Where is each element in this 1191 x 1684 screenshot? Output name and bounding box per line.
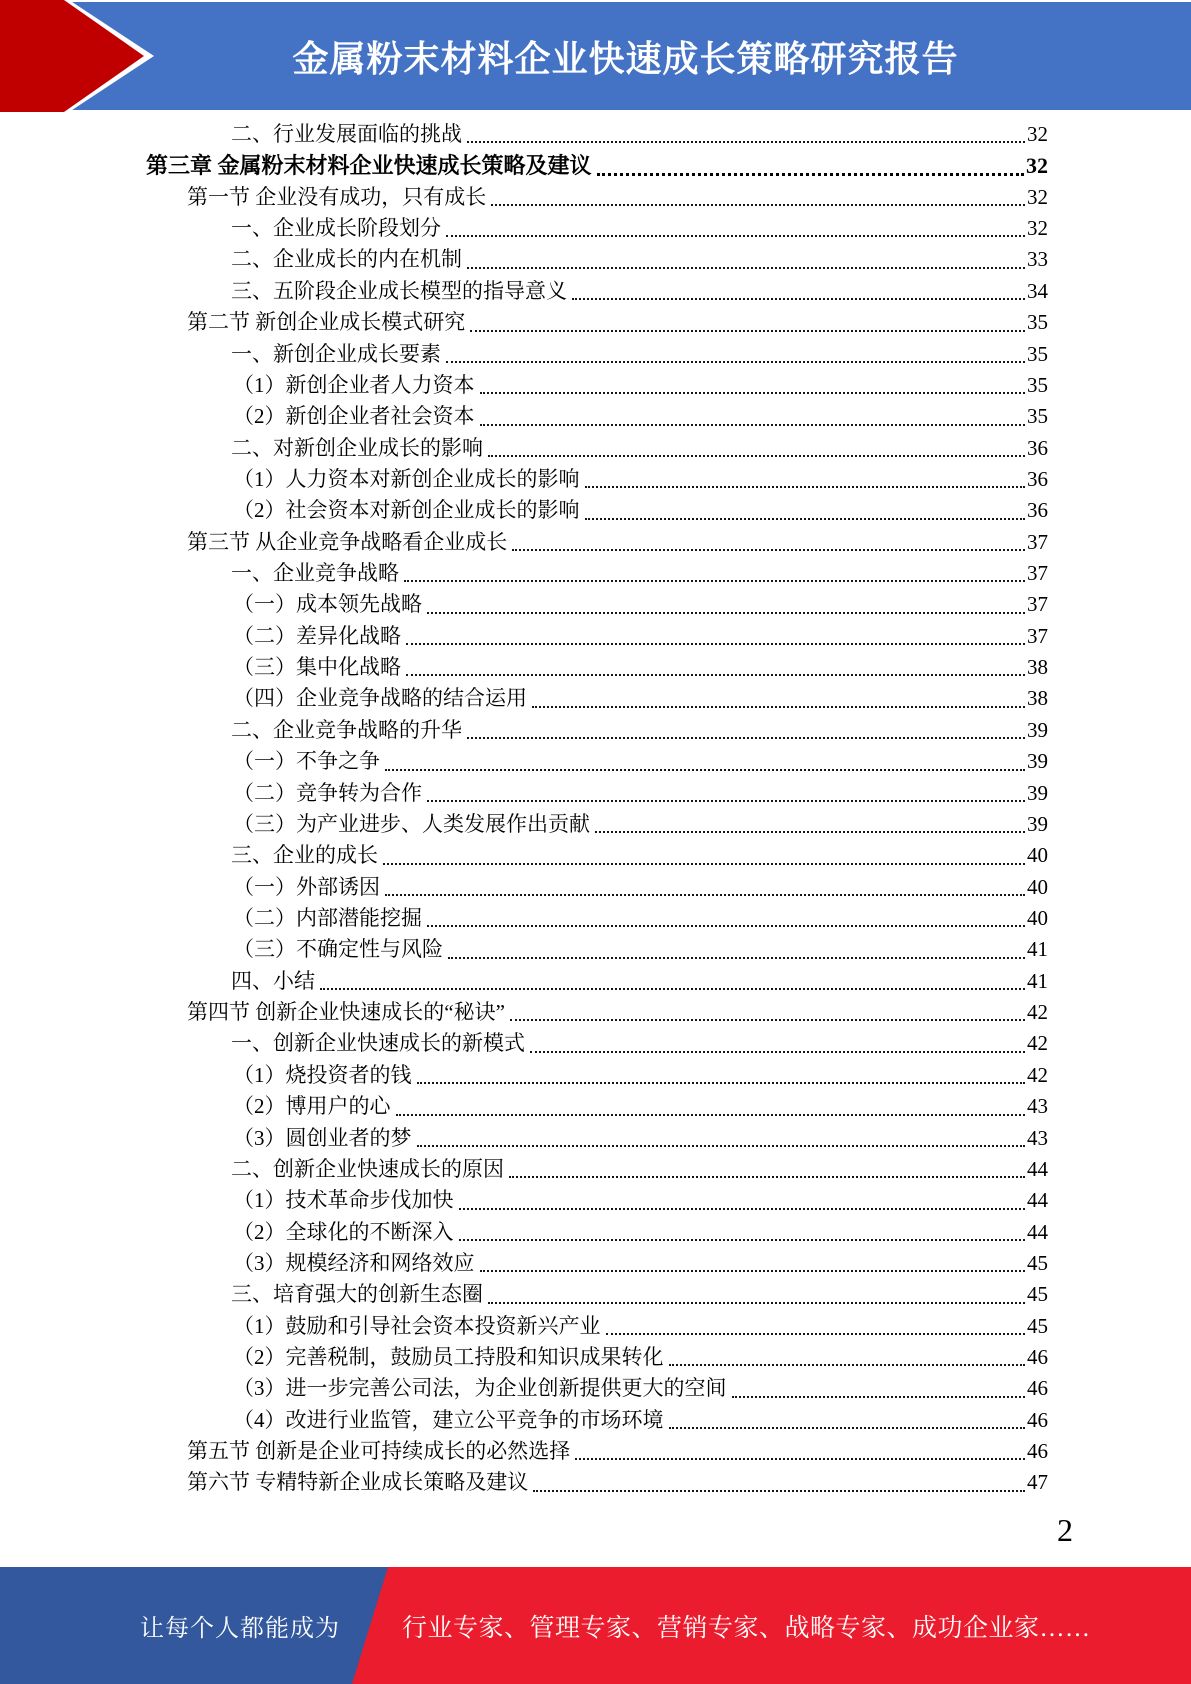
toc-entry[interactable] bbox=[146, 1060, 1048, 1091]
toc-entry-title: 二、企业竞争战略的升华 bbox=[231, 717, 462, 742]
toc-entry-title: 第四节 创新企业快速成长的“秘诀” bbox=[187, 1000, 505, 1025]
toc-entry[interactable] bbox=[146, 778, 1048, 809]
toc-entry[interactable] bbox=[146, 495, 1048, 526]
toc-dot-leader bbox=[467, 737, 1025, 739]
toc-dot-leader bbox=[417, 1082, 1026, 1084]
toc-entry-page-number: 40 bbox=[1027, 905, 1048, 930]
toc-entry[interactable] bbox=[146, 307, 1048, 338]
toc-entry-title: （1）新创企业者人力资本 bbox=[233, 372, 475, 397]
toc-entry-title: 二、企业成长的内在机制 bbox=[231, 247, 462, 272]
toc-entry-title: （2）社会资本对新创企业成长的影响 bbox=[233, 498, 580, 523]
toc-dot-leader bbox=[491, 204, 1025, 206]
toc-entry-page-number: 40 bbox=[1027, 843, 1048, 868]
toc-entry-title: 第三节 从企业竞争战略看企业成长 bbox=[187, 529, 508, 554]
toc-entry-title: （3）进一步完善公司法，为企业创新提供更大的空间 bbox=[233, 1376, 727, 1401]
toc-dot-leader bbox=[320, 988, 1025, 990]
toc-entry[interactable] bbox=[146, 1217, 1048, 1248]
toc-entry-page-number: 44 bbox=[1027, 1219, 1048, 1244]
toc-dot-leader bbox=[595, 831, 1025, 833]
footer-slogan-left: 让每个人都能成为 bbox=[140, 1616, 340, 1642]
toc-entry-page-number: 35 bbox=[1027, 372, 1048, 397]
toc-entry-title: （1）鼓励和引导社会资本投资新兴产业 bbox=[233, 1313, 601, 1338]
toc-entry-page-number: 38 bbox=[1027, 655, 1048, 680]
toc-entry-page-number: 39 bbox=[1027, 749, 1048, 774]
footer-banner bbox=[0, 1567, 1191, 1684]
toc-entry-page-number: 43 bbox=[1027, 1125, 1048, 1150]
toc-dot-leader bbox=[585, 518, 1026, 520]
toc-entry[interactable] bbox=[146, 1185, 1048, 1216]
toc-dot-leader bbox=[427, 800, 1025, 802]
toc-entry-title: 三、企业的成长 bbox=[231, 843, 378, 868]
toc-entry-page-number: 41 bbox=[1027, 968, 1048, 993]
toc-dot-leader bbox=[512, 549, 1025, 551]
toc-dot-leader bbox=[383, 863, 1025, 865]
toc-entry-title: 第二节 新创企业成长模式研究 bbox=[187, 310, 466, 335]
toc-entry-page-number: 36 bbox=[1027, 466, 1048, 491]
toc-entry-page-number: 42 bbox=[1027, 1000, 1048, 1025]
toc-entry-page-number: 36 bbox=[1027, 435, 1048, 460]
toc-entry-page-number: 39 bbox=[1027, 717, 1048, 742]
toc-dot-leader bbox=[404, 580, 1025, 582]
toc-dot-leader bbox=[480, 1270, 1026, 1272]
toc-entry[interactable] bbox=[146, 527, 1048, 558]
toc-entry-page-number: 36 bbox=[1027, 498, 1048, 523]
toc-entry-page-number: 38 bbox=[1027, 686, 1048, 711]
toc-dot-leader bbox=[385, 769, 1025, 771]
toc-dot-leader bbox=[575, 1458, 1025, 1460]
toc-entry-page-number: 45 bbox=[1027, 1313, 1048, 1338]
toc-entry-page-number: 37 bbox=[1027, 592, 1048, 617]
toc-entry-title: 四、小结 bbox=[231, 968, 315, 993]
toc-entry[interactable] bbox=[146, 903, 1048, 934]
toc-entry[interactable] bbox=[146, 934, 1048, 965]
toc-entry[interactable] bbox=[146, 213, 1048, 244]
toc-entry[interactable] bbox=[146, 433, 1048, 464]
toc-entry-title: （一）不争之争 bbox=[233, 749, 380, 774]
toc-dot-leader bbox=[417, 1145, 1026, 1147]
toc-entry-page-number: 46 bbox=[1027, 1376, 1048, 1401]
toc-dot-leader bbox=[530, 1051, 1025, 1053]
toc-entry[interactable] bbox=[146, 339, 1048, 370]
toc-dot-leader bbox=[470, 330, 1025, 332]
toc-entry-title: 二、行业发展面临的挑战 bbox=[231, 122, 462, 146]
toc-entry[interactable] bbox=[146, 652, 1048, 683]
toc-entry-page-number: 37 bbox=[1027, 561, 1048, 586]
toc-entry-page-number: 34 bbox=[1027, 278, 1048, 303]
toc-dot-leader bbox=[510, 1019, 1025, 1021]
footer-slogan-right: 行业专家、管理专家、营销专家、战略专家、成功企业家…… bbox=[402, 1614, 1091, 1642]
toc-entry-title: 第五节 创新是企业可持续成长的必然选择 bbox=[187, 1439, 571, 1464]
toc-entry[interactable] bbox=[146, 1373, 1048, 1404]
toc-dot-leader bbox=[669, 1364, 1026, 1366]
toc-dot-leader bbox=[533, 1490, 1025, 1492]
toc-entry-page-number: 32 bbox=[1027, 216, 1048, 241]
toc-entry-title: 第一节 企业没有成功，只有成长 bbox=[187, 184, 487, 209]
toc-entry-page-number: 33 bbox=[1027, 247, 1048, 272]
toc-entry[interactable] bbox=[146, 150, 1048, 181]
toc-dot-leader bbox=[572, 298, 1025, 300]
toc-dot-leader bbox=[480, 424, 1026, 426]
toc-entry[interactable] bbox=[146, 244, 1048, 275]
report-title: 金属粉末材料企业快速成长策略研究报告 bbox=[292, 37, 959, 79]
toc-entry-title: （1）技术革命步伐加快 bbox=[233, 1188, 454, 1213]
toc-entry[interactable] bbox=[146, 1436, 1048, 1467]
toc-entry-title: （3）规模经济和网络效应 bbox=[233, 1250, 475, 1275]
toc-entry-page-number: 35 bbox=[1027, 341, 1048, 366]
toc-entry-page-number: 42 bbox=[1027, 1031, 1048, 1056]
toc-entry-page-number: 35 bbox=[1027, 404, 1048, 429]
toc-dot-leader bbox=[732, 1396, 1026, 1398]
toc-entry-title: （二）内部潜能挖掘 bbox=[233, 905, 422, 930]
toc-entry-page-number: 42 bbox=[1027, 1062, 1048, 1087]
toc-entry-title: 三、五阶段企业成长模型的指导意义 bbox=[231, 278, 567, 303]
toc-entry[interactable] bbox=[146, 182, 1048, 213]
toc-entry[interactable] bbox=[146, 119, 1048, 150]
toc-entry[interactable] bbox=[146, 276, 1048, 307]
toc-entry[interactable] bbox=[146, 1311, 1048, 1342]
toc-entry-page-number: 32 bbox=[1027, 184, 1048, 209]
toc-entry-title: （4）改进行业监管，建立公平竞争的市场环境 bbox=[233, 1407, 664, 1432]
toc-entry-page-number: 46 bbox=[1027, 1407, 1048, 1432]
toc-entry[interactable] bbox=[146, 966, 1048, 997]
toc-entry-title: （1）人力资本对新创企业成长的影响 bbox=[233, 466, 580, 491]
toc-entry-title: （2）博用户的心 bbox=[233, 1094, 391, 1119]
toc-dot-leader bbox=[467, 267, 1025, 269]
toc-entry[interactable] bbox=[146, 558, 1048, 589]
toc-dot-leader bbox=[459, 1208, 1026, 1210]
toc-entry[interactable] bbox=[146, 683, 1048, 714]
toc-dot-leader bbox=[467, 141, 1025, 143]
toc-entry-page-number: 46 bbox=[1027, 1345, 1048, 1370]
toc-entry[interactable] bbox=[146, 1091, 1048, 1122]
toc-dot-leader bbox=[385, 894, 1025, 896]
toc-entry-page-number: 39 bbox=[1027, 780, 1048, 805]
toc-entry-page-number: 44 bbox=[1027, 1188, 1048, 1213]
toc-dot-leader bbox=[406, 674, 1025, 676]
toc-dot-leader bbox=[509, 1176, 1025, 1178]
toc-entry[interactable] bbox=[146, 1123, 1048, 1154]
toc-entry-page-number: 32 bbox=[1026, 153, 1048, 179]
toc-dot-leader bbox=[480, 392, 1026, 394]
toc-entry-title: （一）外部诱因 bbox=[233, 874, 380, 899]
toc-entry[interactable] bbox=[146, 1028, 1048, 1059]
toc-entry-title: 一、新创企业成长要素 bbox=[231, 341, 441, 366]
toc-entry[interactable] bbox=[146, 715, 1048, 746]
toc-entry[interactable] bbox=[146, 840, 1048, 871]
toc-dot-leader bbox=[488, 455, 1025, 457]
toc-dot-leader bbox=[488, 1302, 1025, 1304]
toc-entry-page-number: 37 bbox=[1027, 529, 1048, 554]
toc-entry-page-number: 46 bbox=[1027, 1439, 1048, 1464]
chevron-arrow-icon bbox=[0, 0, 165, 114]
toc-entry[interactable] bbox=[146, 1154, 1048, 1185]
toc-entry-title: （2）全球化的不断深入 bbox=[233, 1219, 454, 1244]
toc-dot-leader bbox=[427, 925, 1025, 927]
toc-dot-leader bbox=[532, 706, 1025, 708]
toc-dot-leader bbox=[459, 1239, 1026, 1241]
toc-entry-title: （一）成本领先战略 bbox=[233, 592, 422, 617]
toc-entry-title: （三）集中化战略 bbox=[233, 655, 401, 680]
toc-entry-page-number: 41 bbox=[1027, 937, 1048, 962]
toc-entry[interactable] bbox=[146, 621, 1048, 652]
toc-entry-page-number: 44 bbox=[1027, 1156, 1048, 1181]
toc-entry[interactable] bbox=[146, 997, 1048, 1028]
toc-entry-title: 一、创新企业快速成长的新模式 bbox=[231, 1031, 525, 1056]
toc-entry-page-number: 43 bbox=[1027, 1094, 1048, 1119]
toc-entry-title: （二）竞争转为合作 bbox=[233, 780, 422, 805]
toc-entry[interactable] bbox=[146, 809, 1048, 840]
toc-entry-title: （3）圆创业者的梦 bbox=[233, 1125, 412, 1150]
toc-entry[interactable] bbox=[146, 746, 1048, 777]
toc-entry-page-number: 37 bbox=[1027, 623, 1048, 648]
toc-entry[interactable] bbox=[146, 872, 1048, 903]
toc-entry-title: （1）烧投资者的钱 bbox=[233, 1062, 412, 1087]
toc-entry-title: （三）不确定性与风险 bbox=[233, 937, 443, 962]
toc-dot-leader bbox=[396, 1114, 1026, 1116]
toc-entry-title: （四）企业竞争战略的结合运用 bbox=[233, 686, 527, 711]
toc-entry-page-number: 39 bbox=[1027, 811, 1048, 836]
toc-entry[interactable] bbox=[146, 370, 1048, 401]
toc-dot-leader bbox=[669, 1427, 1026, 1429]
toc-entry-title: 二、创新企业快速成长的原因 bbox=[231, 1156, 504, 1181]
toc-entry-title: （2）新创企业者社会资本 bbox=[233, 404, 475, 429]
toc-entry-title: 二、对新创企业成长的影响 bbox=[231, 435, 483, 460]
toc-dot-leader bbox=[606, 1333, 1026, 1335]
toc-entry-title: 一、企业竞争战略 bbox=[231, 561, 399, 586]
toc-dot-leader bbox=[597, 173, 1024, 176]
toc-entry-page-number: 45 bbox=[1027, 1282, 1048, 1307]
table-of-contents bbox=[146, 119, 1048, 1499]
page-number: 2 bbox=[1057, 1512, 1073, 1548]
toc-entry[interactable] bbox=[146, 1279, 1048, 1310]
report-header-banner bbox=[0, 2, 1191, 110]
toc-entry-page-number: 35 bbox=[1027, 310, 1048, 335]
toc-entry[interactable] bbox=[146, 1467, 1048, 1498]
toc-entry[interactable] bbox=[146, 1405, 1048, 1436]
toc-entry-title: （2）完善税制，鼓励员工持股和知识成果转化 bbox=[233, 1345, 664, 1370]
toc-entry[interactable] bbox=[146, 464, 1048, 495]
toc-dot-leader bbox=[446, 361, 1025, 363]
toc-entry-page-number: 45 bbox=[1027, 1250, 1048, 1275]
toc-entry[interactable] bbox=[146, 1248, 1048, 1279]
toc-entry-title: 三、培育强大的创新生态圈 bbox=[231, 1282, 483, 1307]
toc-dot-leader bbox=[406, 643, 1025, 645]
toc-entry-title: 第六节 专精特新企业成长策略及建议 bbox=[187, 1470, 529, 1495]
toc-dot-leader bbox=[446, 235, 1025, 237]
toc-entry[interactable] bbox=[146, 1342, 1048, 1373]
toc-entry-title: （三）为产业进步、人类发展作出贡献 bbox=[233, 811, 590, 836]
toc-entry-page-number: 32 bbox=[1027, 122, 1048, 146]
toc-entry[interactable] bbox=[146, 589, 1048, 620]
toc-entry-title: 第三章 金属粉末材料企业快速成长策略及建议 bbox=[146, 153, 592, 179]
toc-entry-title: （二）差异化战略 bbox=[233, 623, 401, 648]
toc-dot-leader bbox=[585, 486, 1026, 488]
toc-dot-leader bbox=[427, 612, 1025, 614]
toc-entry-page-number: 47 bbox=[1027, 1470, 1048, 1495]
toc-entry-page-number: 40 bbox=[1027, 874, 1048, 899]
toc-dot-leader bbox=[448, 957, 1025, 959]
toc-entry[interactable] bbox=[146, 401, 1048, 432]
toc-entry-title: 一、企业成长阶段划分 bbox=[231, 216, 441, 241]
